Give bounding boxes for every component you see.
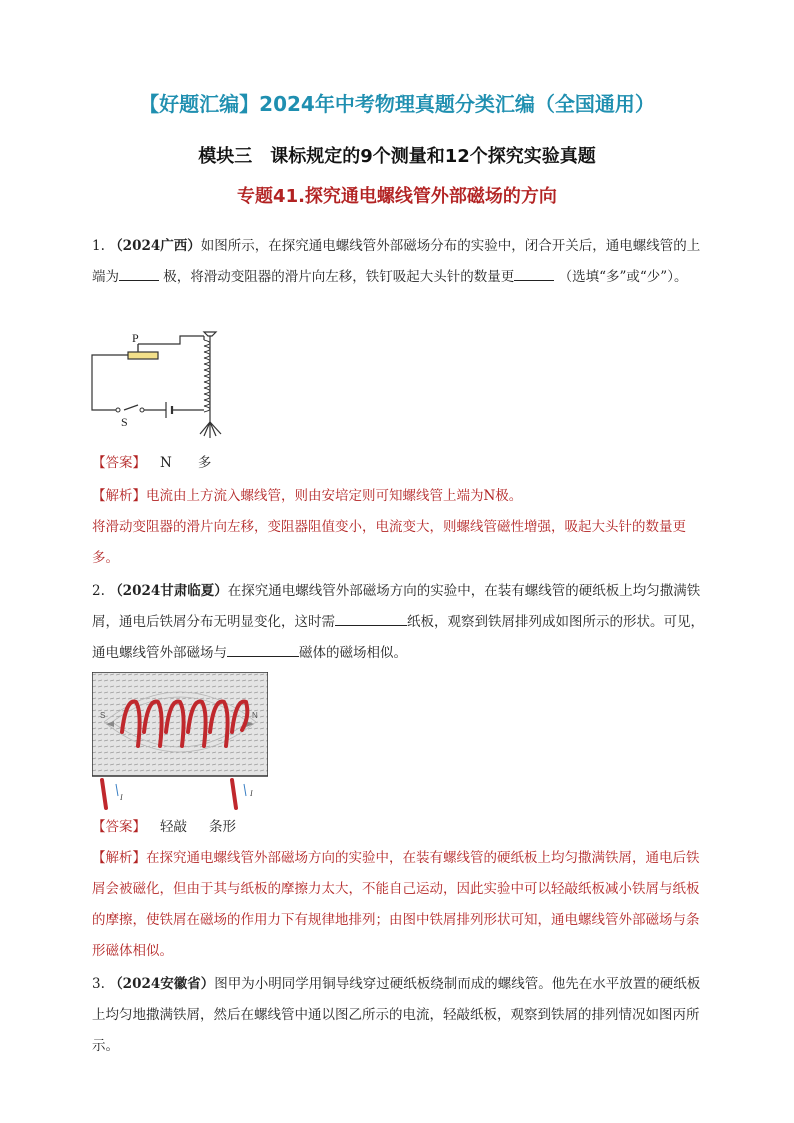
analysis-label: 【解析】 [92, 488, 146, 504]
analysis-block [92, 481, 712, 574]
answer-value: 多 [197, 455, 212, 471]
figure-label-p: P [132, 331, 139, 345]
question-text: 极，将滑动变阻器的滑片向左移，铁钉吸起大头针的数量更 [163, 269, 515, 285]
answer-value: 条形 [209, 819, 236, 835]
question-source: （2024安徽省） [109, 976, 215, 992]
answer-line [92, 815, 236, 839]
question-number: 3. [92, 976, 105, 992]
current-label: I [250, 789, 253, 798]
answer-blank[interactable] [119, 265, 159, 281]
answer-blank[interactable] [514, 265, 554, 281]
question-1 [92, 231, 712, 293]
figure-label-s: S [121, 415, 128, 429]
question-source: （2024广西） [109, 238, 201, 254]
question-text: （选填“多”或“少”）。 [558, 269, 688, 285]
analysis-text: 在探究通电螺线管外部磁场方向的实验中，在装有螺线管的硬纸板上均匀撒满铁屑，通电后铁屑会被磁化，但由于其与纸板的摩擦力太大，不能自己运动，因此实验中可以轻敲纸板减小铁屑与纸板的摩擦，使铁屑在磁场的作用力下有规律地排列；由图中铁屑排列形状可知，通电螺线管外部磁场与条形磁体相似。 [92, 850, 700, 959]
analysis-text: 将滑动变阻器的滑片向左移，变阻器阻值变小，电流变大，则螺线管磁性增强，吸起大头针的数量更多。 [92, 519, 686, 566]
question-text: 如图所示，在探究通电螺线管外部磁场分布的实验中，闭合开关后，通电螺线管的上端为 [92, 238, 701, 285]
analysis-block [92, 843, 712, 967]
answer-value: 轻敲 [160, 819, 187, 835]
answer-blank[interactable] [335, 610, 407, 626]
question-number: 1. [92, 238, 105, 254]
pole-label-n: N [252, 711, 258, 720]
circuit-diagram-figure [90, 322, 240, 446]
analysis-text: 电流由上方流入螺线管，则由安培定则可知螺线管上端为N极。 [146, 488, 523, 504]
document-title: 【好题汇编】2024年中考物理真题分类汇编（全国通用） [139, 92, 655, 116]
analysis-label: 【解析】 [92, 850, 146, 866]
solenoid-iron-filings-photo [92, 672, 268, 812]
answer-label: 【答案】 [92, 819, 146, 835]
answer-value: N [160, 455, 172, 471]
topic-title: 专题41.探究通电螺线管外部磁场的方向 [237, 186, 557, 207]
question-2 [92, 576, 712, 669]
question-3 [92, 969, 712, 1062]
question-number: 2. [92, 583, 105, 599]
question-text: 纸板，观察到铁屑排列成如图所示的形状。可见，通电螺线管外部磁场与 [92, 614, 704, 661]
question-text: 在探究通电螺线管外部磁场方向的实验中，在装有螺线管的硬纸板上均匀撒满铁屑，通电后铁屑分布无明显变化，这时需 [92, 583, 701, 630]
question-source: （2024甘肃临夏） [109, 583, 228, 599]
module-title: 模块三 课标规定的9个测量和12个探究实验真题 [198, 146, 596, 167]
question-text: 磁体的磁场相似。 [299, 645, 407, 661]
current-label: I [120, 793, 123, 802]
answer-line [92, 451, 211, 475]
answer-blank[interactable] [227, 641, 299, 657]
question-text: 图甲为小明同学用铜导线穿过硬纸板绕制而成的螺线管。他先在水平放置的硬纸板上均匀地撒满铁屑，然后在螺线管中通以图乙所示的电流，轻敲纸板，观察到铁屑的排列情况如图丙所示。 [92, 976, 701, 1054]
pole-label-s: S [100, 711, 106, 720]
answer-label: 【答案】 [92, 455, 146, 471]
